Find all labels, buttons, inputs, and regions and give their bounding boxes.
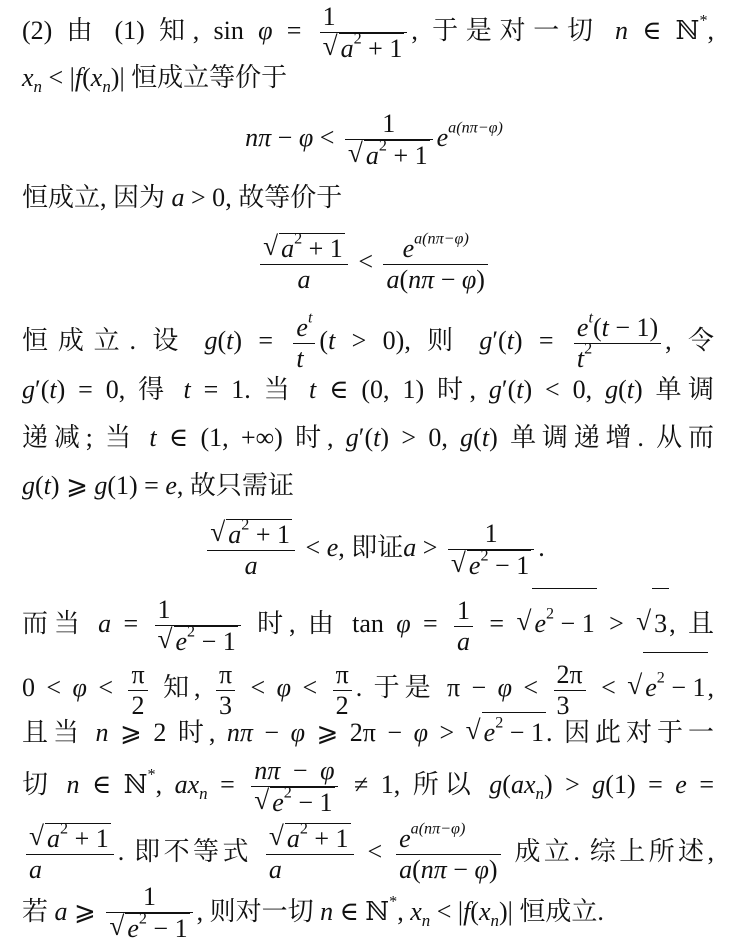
text: 单调递增. 从而: [510, 423, 714, 452]
text: . 于是: [355, 673, 436, 702]
line-16: 若 a ⩾ 1 √ $e^2 - 1$ , 则对一切 n ∈ ℕ*, $x_n < |f(x_n)|$ 恒成立.: [22, 882, 714, 942]
text: , 即证: [338, 533, 404, 562]
text: 知,: [163, 673, 201, 702]
text: 成立. 综上所述,: [514, 837, 714, 866]
equation-1: nπ − φ < 1 √ $a^2 + 1$ $e^{a(n\pi-\varphi)}$: [0, 102, 748, 174]
text: 时,: [437, 375, 476, 404]
text: , 令: [665, 326, 715, 355]
line-15: √ $\frac{a^2 + 1}{a}$ . 即不等式 √ $\frac{a^2 + 1}{a}$ < $\frac{e^{a(n\pi-\varphi)}}{a(n\pi - \varphi)}$ 成立. 综上所述,: [22, 816, 714, 888]
equation-3: √ $\frac{a^2 + 1}{a}$ < e, 即证a > 1 √ $e^2 - 1$ .: [0, 508, 748, 588]
text: , 且: [669, 609, 714, 638]
line-9: g(t) ⩾ g(1) = e, 故只需证: [22, 471, 294, 500]
line-13: 且当 n ⩾ 2 时, nπ − φ ⩾ 2π − φ > √ $e^2 - 1$. 因此对于一: [22, 712, 714, 752]
text: 时, 由: [257, 609, 340, 638]
equation-2: √ $\frac{a^2 + 1}{a}$ < $\frac{e^{a(n\pi-\varphi)}}{a(n\pi - \varphi)}$: [0, 222, 748, 302]
line-2: $x_n < |f(x_n)|$ 恒成立等价于: [22, 63, 288, 97]
text: , 所以: [393, 770, 477, 799]
text: 恒成立.: [519, 897, 604, 926]
line-7: g′(t) = 0, 得 t = 1. 当 t ∈ (0, 1) 时, g′(t) < 0, g(t) 单调: [22, 375, 714, 404]
line-14: 切 n ∈ ℕ*, $ax_n$ = nπ − φ √ $e^2 - 1$ ≠ 1, 所以 $g(ax_n) > g(1) = e$ =: [22, 750, 714, 820]
text: 若: [22, 897, 49, 926]
line-12: 0 < φ < $\frac{\pi}{2}$ 知, $\frac{\pi}{3}$ < φ < $\frac{\pi}{2}$ . 于是 π − φ < $\frac{2\pi}{3}$ < √ $e^2 - 1$,: [22, 652, 714, 722]
line-11: 而当 a = 1 √ $e^2 - 1$ 时, 由 tan φ = $\frac{1}{a}$ = √ $e^2 - 1$ > √ 3, 且: [22, 588, 714, 658]
text: , 得: [118, 375, 171, 404]
text: , 于是对一切: [411, 16, 601, 45]
text: 恒成立等价于: [131, 63, 288, 92]
text: , 故等价于: [225, 183, 343, 212]
text: , 则对一切: [196, 897, 314, 926]
text: 切: [22, 770, 54, 799]
text: 恒成立, 因为: [22, 183, 166, 212]
text: 时,: [295, 423, 334, 452]
line-4: 恒成立, 因为 a > 0, 故等价于: [22, 183, 343, 212]
text: . 因此对于一: [545, 718, 714, 747]
text: 递减; 当: [22, 423, 138, 452]
text: . 即不等式: [117, 837, 252, 866]
line-6: 恒成立. 设 g(t) = $\frac{e^t}{t}$ (t > 0), 则 g′(t) = $\frac{e^t(t - 1)}{t^2}$ , 令: [22, 308, 715, 373]
text: 且当: [22, 718, 85, 747]
text: . 当: [244, 375, 297, 404]
text: 而当: [22, 609, 86, 638]
text: (2) 由 (1) 知,: [22, 16, 200, 45]
text: 恒成立. 设: [22, 326, 189, 355]
text: 单调: [655, 375, 714, 404]
fraction: 1 √ $a^2 + 1$: [320, 2, 408, 64]
line-1: (2) 由 (1) 知, sin φ = 1 √ $a^2 + 1$ , 于是对一切 n ∈ ℕ*,: [22, 0, 714, 62]
text: 时,: [177, 718, 216, 747]
line-8: 递减; 当 t ∈ (1, +∞) 时, g′(t) > 0, g(t) 单调递增. 从而: [22, 423, 714, 452]
text: , 则: [404, 326, 463, 355]
text: , 故只需证: [176, 471, 294, 500]
